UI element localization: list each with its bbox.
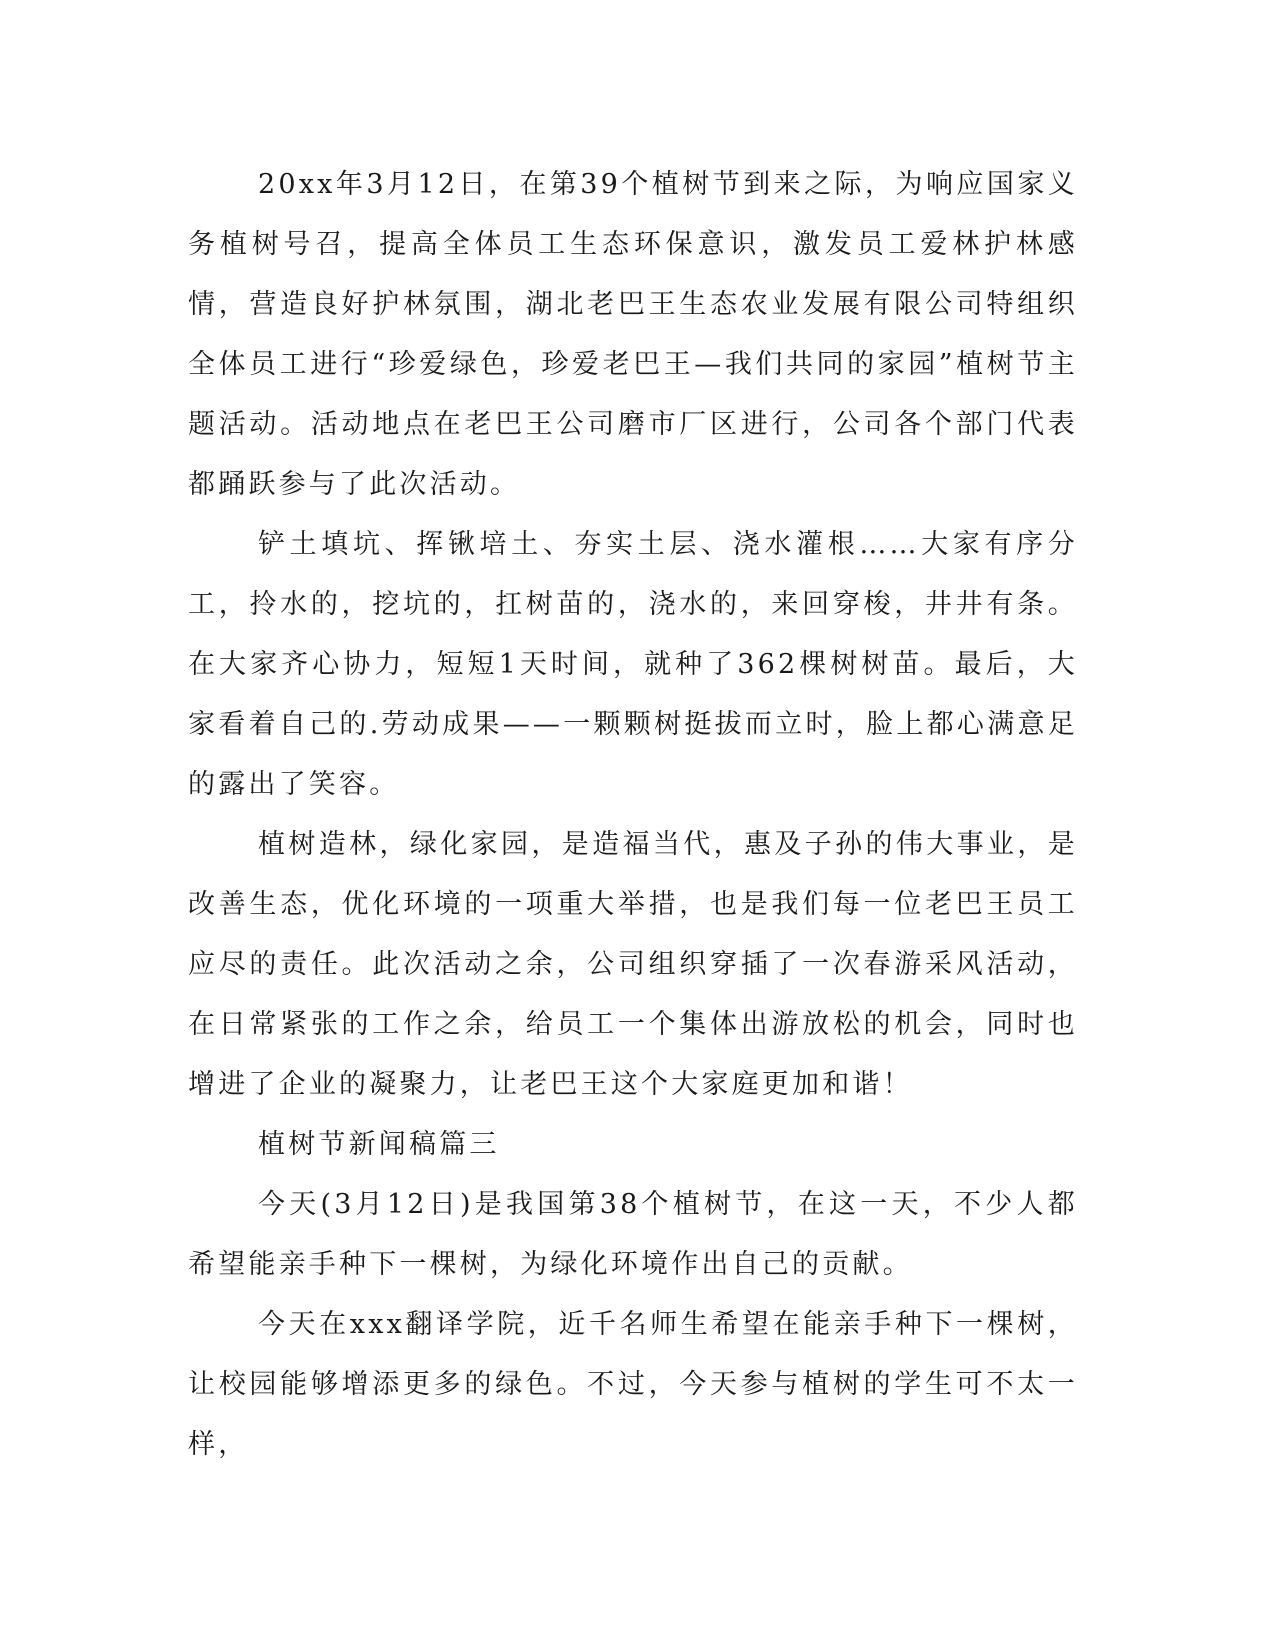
document-body	[188, 155, 1078, 1475]
paragraph-arbor-day: 今天(3月12日)是我国第38个植树节，在这一天，不少人都希望能亲手种下一棵树，为绿化环境作出自己的贡献。	[188, 1189, 1078, 1280]
paragraph-activity-intro: 20xx年3月12日，在第39个植树节到来之际，为响应国家义务植树号召，提高全体员工生态环保意识，激发员工爱林护林感情，营造良好护林氛围，湖北老巴王生态农业发展有限公司特组织全体员工进行“珍爱绿色，珍爱老巴王—我们共同的家园”植树节主题活动。活动地点在老巴王公司磨市厂区进行，公司各个部门代表都踊跃参与了此次活动。	[188, 169, 1078, 500]
paragraph-college-planting: 今天在xxx翻译学院，近千名师生希望在能亲手种下一棵树，让校园能够增添更多的绿色。不过，今天参与植树的学生可不太一样，	[188, 1309, 1078, 1460]
section-heading: 植树节新闻稿篇三	[258, 1129, 500, 1160]
paragraph-significance: 植树造林，绿化家园，是造福当代，惠及子孙的伟大事业，是改善生态，优化环境的一项重大举措，也是我们每一位老巴王员工应尽的责任。此次活动之余，公司组织穿插了一次春游采风活动，在日常紧张的工作之余，给员工一个集体出游放松的机会，同时也增进了企业的凝聚力，让老巴王这个大家庭更加和谐！	[188, 829, 1078, 1100]
paragraph-planting-process: 铲土填坑、挥锹培土、夯实土层、浇水灌根……大家有序分工，拎水的，挖坑的，扛树苗的，浇水的，来回穿梭，井井有条。在大家齐心协力，短短1天时间，就种了362棵树树苗。最后，大家看着自己的.劳动成果——一颗颗树挺拔而立时，脸上都心满意足的露出了笑容。	[188, 529, 1078, 800]
